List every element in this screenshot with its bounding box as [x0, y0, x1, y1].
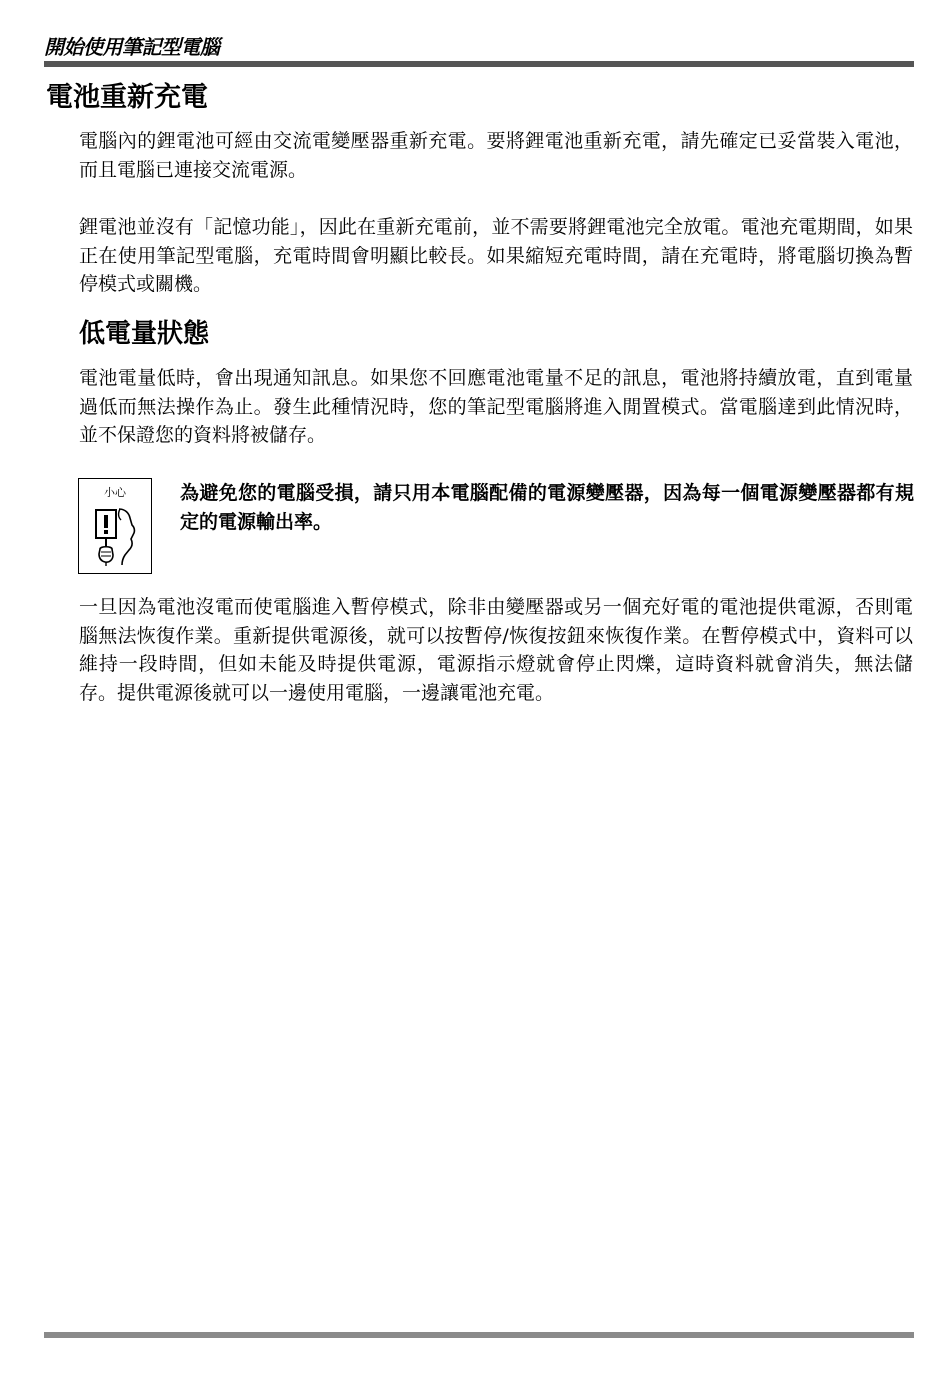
- paragraph-memory-effect: 鋰電池並沒有「記憶功能」，因此在重新充電前，並不需要將鋰電池完全放電。電池充電期間，如果正在使用筆記型電腦，充電時間會明顯比較長。如果縮短充電時間，請在充電時，將電腦切換為暫停模式或關機。: [79, 216, 913, 295]
- caution-hand-icon: [89, 503, 143, 569]
- section-heading-battery-recharge: 電池重新充電: [46, 82, 208, 113]
- paragraph-low-battery: 電池電量低時，會出現通知訊息。如果您不回應電池電量不足的訊息，電池將持續放電，直到電量過低而無法操作為止。發生此種情況時，您的筆記型電腦將進入閒置模式。當電腦達到此情況時，並不保證您的資料將被儲存。: [79, 367, 913, 446]
- section-heading-low-battery: 低電量狀態: [79, 319, 210, 349]
- page-header: [44, 34, 914, 60]
- caution-box: [78, 478, 152, 574]
- paragraph-recharge-intro: 電腦內的鋰電池可經由交流電變壓器重新充電。要將鋰電池重新充電，請先確定已妥當裝入電池，而且電腦已連接交流電源。: [79, 130, 913, 181]
- header-divider: [44, 61, 914, 67]
- paragraph-suspend-resume: 一旦因為電池沒電而使電腦進入暫停模式，除非由變壓器或另一個充好電的電池提供電源，否則電腦無法恢復作業。重新提供電源後，就可以按暫停/恢復按鈕來恢復作業。在暫停模式中，資料可以維持一段時間，但如未能及時提供電源，電源指示燈就會停止閃爍，這時資料就會消失，無法儲存。提供電源後就可以一邊使用電腦，一邊讓電池充電。: [79, 596, 913, 704]
- caution-label: 小心: [104, 486, 126, 499]
- footer-divider: [44, 1332, 914, 1338]
- chapter-title: 開始使用筆記型電腦: [44, 35, 220, 59]
- caution-text: 為避免您的電腦受損，請只用本電腦配備的電源變壓器，因為每一個電源變壓器都有規定的電源輸出率。: [180, 482, 914, 533]
